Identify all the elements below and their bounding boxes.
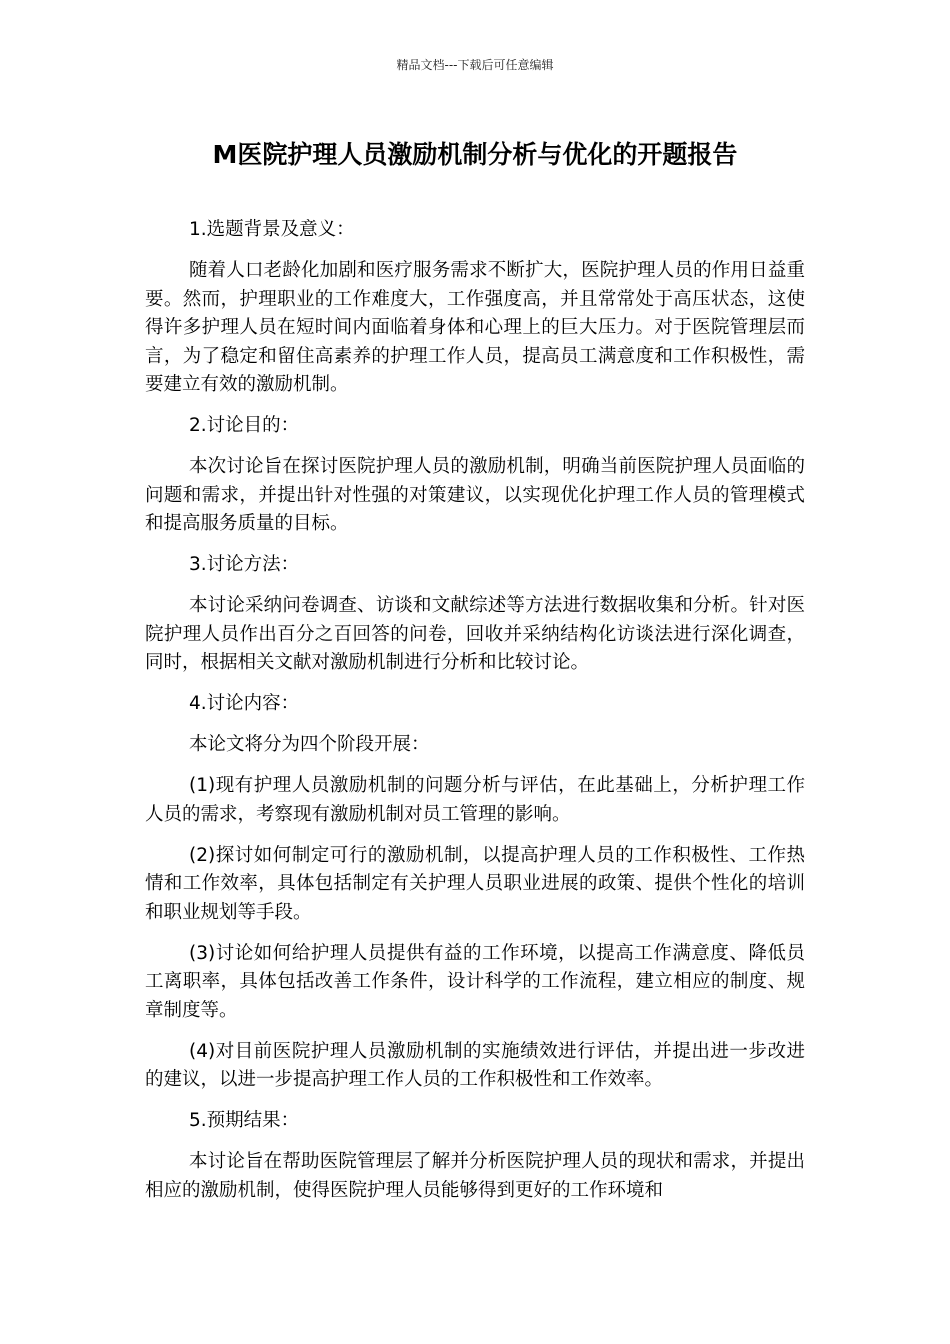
list-item-stage-3: (3)讨论如何给护理人员提供有益的工作环境，以提高工作满意度、降低员工离职率，具体包括改善工作条件，设计科学的工作流程，建立相应的制度、规章制度等。 — [145, 942, 805, 1021]
document-title: M医院护理人员激励机制分析与优化的开题报告 — [212, 140, 738, 169]
document-body — [145, 216, 805, 1218]
section-heading-expected-results: 5.预期结果： — [189, 1110, 300, 1131]
header-note: 精品文档---下载后可任意编辑 — [396, 58, 554, 72]
list-item-stage-4: (4)对目前医院护理人员激励机制的实施绩效进行评估，并提出进一步改进的建议，以进一步提高护理工作人员的工作积极性和工作效率。 — [145, 1040, 805, 1090]
list-item-stage-2: (2)探讨如何制定可行的激励机制，以提高护理人员的工作积极性、工作热情和工作效率，具体包括制定有关护理人员职业进展的政策、提供个性化的培训和职业规划等手段。 — [145, 844, 805, 923]
section-heading-background: 1.选题背景及意义： — [189, 219, 355, 240]
section-heading-content: 4.讨论内容： — [189, 693, 300, 714]
list-item-stage-1: (1)现有护理人员激励机制的问题分析与评估，在此基础上，分析护理工作人员的需求，考察现有激励机制对员工管理的影响。 — [145, 775, 805, 825]
paragraph-background: 随着人口老龄化加剧和医疗服务需求不断扩大，医院护理人员的作用日益重要。然而，护理职业的工作难度大，工作强度高，并且常常处于高压状态，这使得许多护理人员在短时间内面临着身体和心理上的巨大压力。对于医院管理层而言，为了稳定和留住高素养的护理工作人员，提高员工满意度和工作积极性，需要建立有效的激励机制。 — [145, 260, 805, 395]
paragraph-content-intro: 本论文将分为四个阶段开展： — [189, 734, 430, 755]
paragraph-purpose: 本次讨论旨在探讨医院护理人员的激励机制，明确当前医院护理人员面临的问题和需求，并提出针对性强的对策建议，以实现优化护理工作人员的管理模式和提高服务质量的目标。 — [145, 456, 805, 534]
paragraph-method: 本讨论采纳问卷调查、访谈和文献综述等方法进行数据收集和分析。针对医院护理人员作出百分之百回答的问卷，回收并采纳结构化访谈法进行深化调查，同时，根据相关文献对激励机制进行分析和比较讨论。 — [145, 595, 805, 673]
paragraph-expected-results: 本讨论旨在帮助医院管理层了解并分析医院护理人员的现状和需求，并提出相应的激励机制，使得医院护理人员能够得到更好的工作环境和 — [145, 1151, 805, 1201]
section-heading-method: 3.讨论方法： — [189, 554, 300, 575]
section-heading-purpose: 2.讨论目的： — [189, 415, 300, 436]
